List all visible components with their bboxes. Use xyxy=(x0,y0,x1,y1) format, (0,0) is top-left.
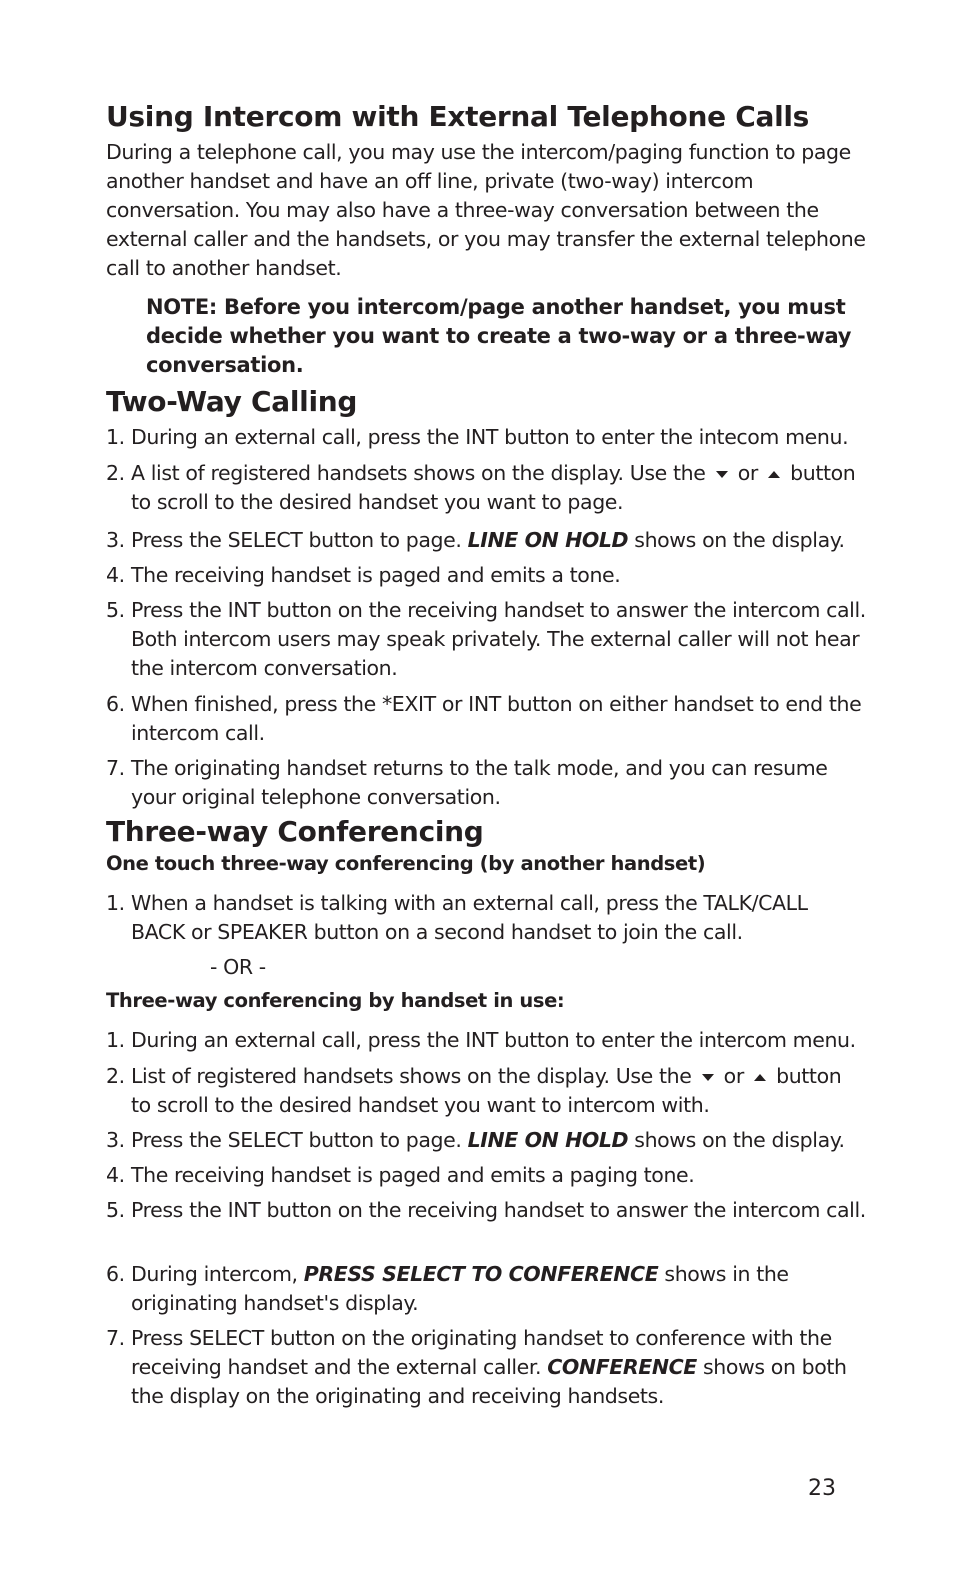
or-word: or xyxy=(737,461,758,485)
section-title-three-way: Three-way Conferencing xyxy=(106,815,484,848)
down-arrow-icon xyxy=(702,1074,714,1081)
three-way-step-5 xyxy=(106,1196,866,1225)
step-text: List of registered handsets shows on the display. Use the xyxy=(131,1064,692,1088)
step-text: The receiving handset is paged and emits a paging tone. xyxy=(131,1163,695,1187)
two-way-step-4 xyxy=(106,561,866,590)
display-message: LINE ON HOLD xyxy=(467,1128,629,1152)
three-way-step-1 xyxy=(106,1026,866,1055)
step-number: 3. xyxy=(106,1128,125,1152)
down-arrow-icon xyxy=(716,471,728,478)
step-number: 3. xyxy=(106,528,125,552)
two-way-step-3 xyxy=(106,526,866,555)
subheading-handset-in-use: Three-way conferencing by handset in use: xyxy=(106,989,565,1012)
three-way-step-7 xyxy=(106,1324,866,1411)
three-way-step-2 xyxy=(106,1062,866,1120)
step-number: 2. xyxy=(106,1064,125,1088)
display-message: LINE ON HOLD xyxy=(467,528,629,552)
step-number: 1. xyxy=(106,425,125,449)
section-title-two-way: Two-Way Calling xyxy=(106,385,358,418)
step-number: 6. xyxy=(106,1262,125,1286)
note-text: NOTE: Before you intercom/page another handset, you must decide whether you want to create a two-way or a three-way conversation. xyxy=(146,295,852,377)
step-text: button to scroll to the desired handset you want to page. xyxy=(131,461,856,514)
step-text: During an external call, press the INT button to enter the intercom menu. xyxy=(131,1028,856,1052)
step-number: 5. xyxy=(106,598,125,622)
three-way-step-6 xyxy=(106,1260,866,1318)
three-way-step-3 xyxy=(106,1126,866,1155)
up-arrow-icon xyxy=(768,471,780,478)
one-touch-step-1 xyxy=(106,889,866,947)
step-text: shows on both the display on the originating and receiving handsets. xyxy=(131,1355,847,1408)
step-text: button to scroll to the desired handset you want to intercom with. xyxy=(131,1064,842,1117)
step-text: Press the SELECT button to page. xyxy=(131,1128,462,1152)
intro-paragraph: During a telephone call, you may use the intercom/paging function to page another handset and have an off line, private (two-way) intercom conversation. You may also have a three-way conversation between the external caller and the handsets, or you may transfer the external telephone call to another handset. xyxy=(106,140,866,280)
two-way-step-2 xyxy=(106,459,866,517)
step-text: shows in the originating handset's display. xyxy=(131,1262,789,1315)
step-text: Press SELECT button on the originating handset to conference with the receiving handset and the external caller. xyxy=(131,1326,832,1379)
three-way-step-4 xyxy=(106,1161,866,1190)
two-way-step-5 xyxy=(106,596,866,683)
section-title-intercom: Using Intercom with External Telephone Calls xyxy=(106,100,810,133)
step-text: A list of registered handsets shows on the display. Use the xyxy=(131,461,706,485)
step-number: 7. xyxy=(106,756,125,780)
step-text: The receiving handset is paged and emits a tone. xyxy=(131,563,621,587)
step-number: 1. xyxy=(106,1028,125,1052)
display-message: PRESS SELECT TO CONFERENCE xyxy=(303,1262,659,1286)
subheading-one-touch: One touch three-way conferencing (by another handset) xyxy=(106,852,706,875)
up-arrow-icon xyxy=(754,1074,766,1081)
step-number: 4. xyxy=(106,1163,125,1187)
step-text: shows on the display. xyxy=(634,1128,845,1152)
step-text: When finished, press the *EXIT or INT button on either handset to end the intercom call. xyxy=(131,692,862,745)
step-text: When a handset is talking with an external call, press the TALK/CALL BACK or SPEAKER button on a second handset to join the call. xyxy=(131,891,808,944)
or-separator: - OR - xyxy=(210,955,266,979)
two-way-step-6 xyxy=(106,690,866,748)
step-number: 2. xyxy=(106,461,125,485)
step-text: Press the INT button on the receiving handset to answer the intercom call. xyxy=(131,1198,866,1222)
step-number: 1. xyxy=(106,891,125,915)
step-text: During intercom, xyxy=(131,1262,298,1286)
or-word: or xyxy=(723,1064,744,1088)
display-message: CONFERENCE xyxy=(547,1355,697,1379)
step-text: Press the SELECT button to page. xyxy=(131,528,462,552)
two-way-step-1 xyxy=(106,423,866,452)
step-text: The originating handset returns to the talk mode, and you can resume your original telephone conversation. xyxy=(131,756,828,809)
step-number: 7. xyxy=(106,1326,125,1350)
step-text: shows on the display. xyxy=(634,528,845,552)
two-way-step-7 xyxy=(106,754,866,812)
step-number: 6. xyxy=(106,692,125,716)
step-text: During an external call, press the INT button to enter the intecom menu. xyxy=(131,425,849,449)
page-number: 23 xyxy=(808,1476,836,1501)
step-text: Press the INT button on the receiving handset to answer the intercom call. Both intercom users may speak privately. The external caller will not hear the intercom conversation. xyxy=(131,598,866,680)
step-number: 4. xyxy=(106,563,125,587)
step-number: 5. xyxy=(106,1198,125,1222)
